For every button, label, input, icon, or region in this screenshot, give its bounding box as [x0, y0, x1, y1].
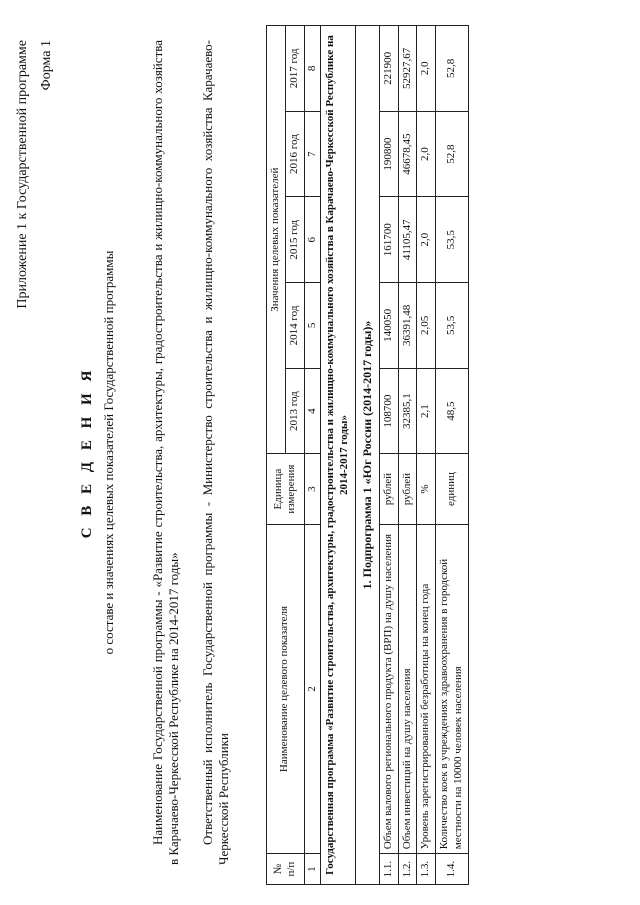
- indicators-table: [266, 25, 469, 885]
- header-year: 2015 год: [285, 197, 304, 283]
- row-value-2015: 2,0: [417, 197, 436, 283]
- column-numbers-row: [304, 26, 321, 885]
- row-value-2017: 52,8: [436, 26, 469, 112]
- row-indicator-name: Объем валового регионального продукта (ВРП) на душу населения: [379, 524, 398, 854]
- row-value-2015: 41105,47: [398, 197, 417, 283]
- row-value-2014: 53,5: [436, 283, 469, 369]
- document-title: С В Е Д Е Н И Я: [79, 366, 95, 539]
- row-value-2014: 2,05: [417, 283, 436, 369]
- subprogram-title: 1. Подпрограмма 1 «Юг России (2014-2017 годы)»: [355, 26, 379, 885]
- row-value-2013: 2,1: [417, 368, 436, 454]
- row-indicator-name: Количество коек в учреждениях здравоохранения в городской местности на 10000 человек населения: [436, 524, 469, 854]
- row-unit: рублей: [398, 454, 417, 524]
- column-number: 3: [304, 454, 321, 524]
- header-no: № п/п: [267, 854, 305, 885]
- appendix-note: Приложение 1 к Государственной программе: [15, 40, 30, 309]
- executor-paragraph: Ответственный исполнитель Государственной программы - Министерство строительства и жилищно-коммунального хозяйства Карачаево-Черкесской Республики: [200, 40, 232, 865]
- program-row: [321, 26, 356, 885]
- column-number: 5: [304, 283, 321, 369]
- row-value-2015: 161700: [379, 197, 398, 283]
- program-title: Государственная программа «Развитие строительства, архитектуры, градостроительства и жилищно-коммунального хозяйства в Карачаево-Черкесской Республике на 2014-2017 годы»: [321, 26, 356, 885]
- row-value-2014: 140050: [379, 283, 398, 369]
- row-value-2015: 53,5: [436, 197, 469, 283]
- column-number: 4: [304, 368, 321, 454]
- header-unit: Единица измерения: [267, 454, 305, 524]
- column-number: 7: [304, 111, 321, 197]
- row-indicator-name: Уровень зарегистрированной безработицы на конец года: [417, 524, 436, 854]
- table-row: [417, 26, 436, 885]
- header-year: 2013 год: [285, 368, 304, 454]
- row-value-2014: 36391,48: [398, 283, 417, 369]
- row-value-2016: 52,8: [436, 111, 469, 197]
- row-value-2017: 2,0: [417, 26, 436, 112]
- header-name: Наименование целевого показателя: [267, 524, 305, 854]
- column-number: 6: [304, 197, 321, 283]
- row-indicator-name: Объем инвестиций на душу населения: [398, 524, 417, 854]
- header-year: 2016 год: [285, 111, 304, 197]
- header-values-group: Значения целевых показателей: [267, 26, 286, 454]
- header-year: 2017 год: [285, 26, 304, 112]
- row-unit: единиц: [436, 454, 469, 524]
- row-value-2013: 48,5: [436, 368, 469, 454]
- row-no: 1.2.: [398, 854, 417, 885]
- column-number: 8: [304, 26, 321, 112]
- document-subtitle: о составе и значениях целевых показателей Государственной программы: [100, 250, 116, 655]
- row-value-2017: 52927,67: [398, 26, 417, 112]
- program-name-paragraph: Наименование Государственной программы - «Развитие строительства, архитектуры, градостроительства и жилищно-коммунального хозяйства в Карачаево-Черкесской Республике на 2014-2017 годы»: [150, 40, 182, 865]
- subprogram-row: [355, 26, 379, 885]
- title-block: [78, 0, 117, 905]
- form-label: Форма 1: [39, 40, 54, 91]
- row-no: 1.4.: [436, 854, 469, 885]
- row-value-2017: 221900: [379, 26, 398, 112]
- table-row: [436, 26, 469, 885]
- table-row: [379, 26, 398, 885]
- row-value-2013: 32385,1: [398, 368, 417, 454]
- table-row: [398, 26, 417, 885]
- row-value-2013: 108700: [379, 368, 398, 454]
- table-header-row: [267, 26, 286, 885]
- row-unit: %: [417, 454, 436, 524]
- column-number: 2: [304, 524, 321, 854]
- column-number: 1: [304, 854, 321, 885]
- row-no: 1.1.: [379, 854, 398, 885]
- row-no: 1.3.: [417, 854, 436, 885]
- row-unit: рублей: [379, 454, 398, 524]
- row-value-2016: 190800: [379, 111, 398, 197]
- header-year: 2014 год: [285, 283, 304, 369]
- row-value-2016: 2,0: [417, 111, 436, 197]
- row-value-2016: 46678,45: [398, 111, 417, 197]
